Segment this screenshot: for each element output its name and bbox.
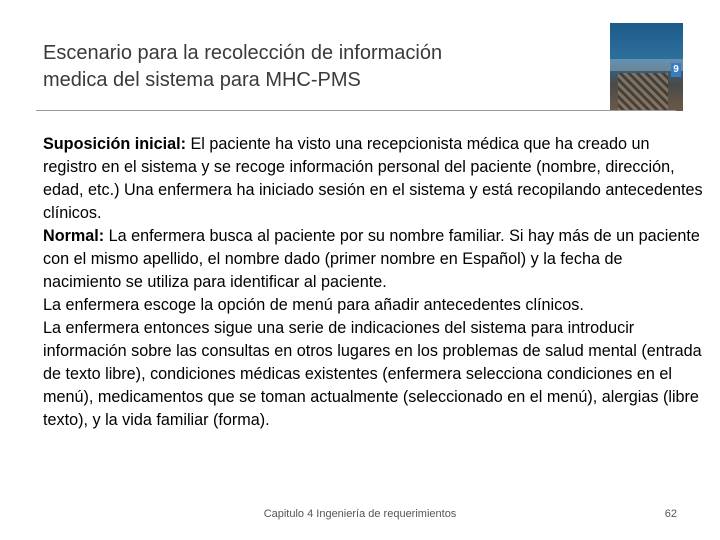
slide-body — [43, 133, 703, 432]
slide-title-line-1: Escenario para la recolección de información — [43, 42, 443, 64]
label-initial-assumption: Suposición inicial: — [43, 135, 187, 153]
slide-title — [43, 40, 603, 94]
book-cover-image — [610, 23, 683, 111]
text-initial-assumption: El paciente ha visto una recepcionista médica que ha creado un registro en el sistema y se recoge información personal del paciente (nombre, dirección, edad, etc.) Una enfermera ha iniciado sesión en el sistema y está recopilando antecedentes clínicos. — [43, 135, 703, 222]
title-divider — [36, 110, 676, 111]
page-number: 62 — [664, 508, 677, 520]
text-normal: La enfermera busca al paciente por su nombre familiar. Si hay más de un paciente con el mismo apellido, el nombre dado (primer nombre en Español) y la fecha de nacimiento se utiliza para identificar al paciente. — [43, 227, 700, 291]
footer-chapter: Capitulo 4 Ingeniería de requerimientos — [263, 508, 457, 520]
paragraph-normal — [43, 225, 703, 294]
slide-title-line-2: medica del sistema para MHC-PMS — [43, 69, 361, 91]
paragraph-menu-option: La enfermera escoge la opción de menú para añadir antecedentes clínicos. — [43, 296, 584, 314]
book-edition-badge: 9 — [671, 63, 681, 77]
paragraph-system-prompts: La enfermera entonces sigue una serie de indicaciones del sistema para introducir información sobre las consultas en otros lugares en los problemas de salud mental (entrada de texto libre), condiciones médicas existentes (enfermera selecciona condiciones en el menú), medicamentos que se toman actualmente (seleccionado en el menú), alergias (libre texto), y la vida familiar (forma). — [43, 319, 702, 429]
paragraph-initial-assumption — [43, 133, 703, 225]
label-normal: Normal: — [43, 227, 105, 245]
book-cover-structure — [618, 73, 668, 111]
